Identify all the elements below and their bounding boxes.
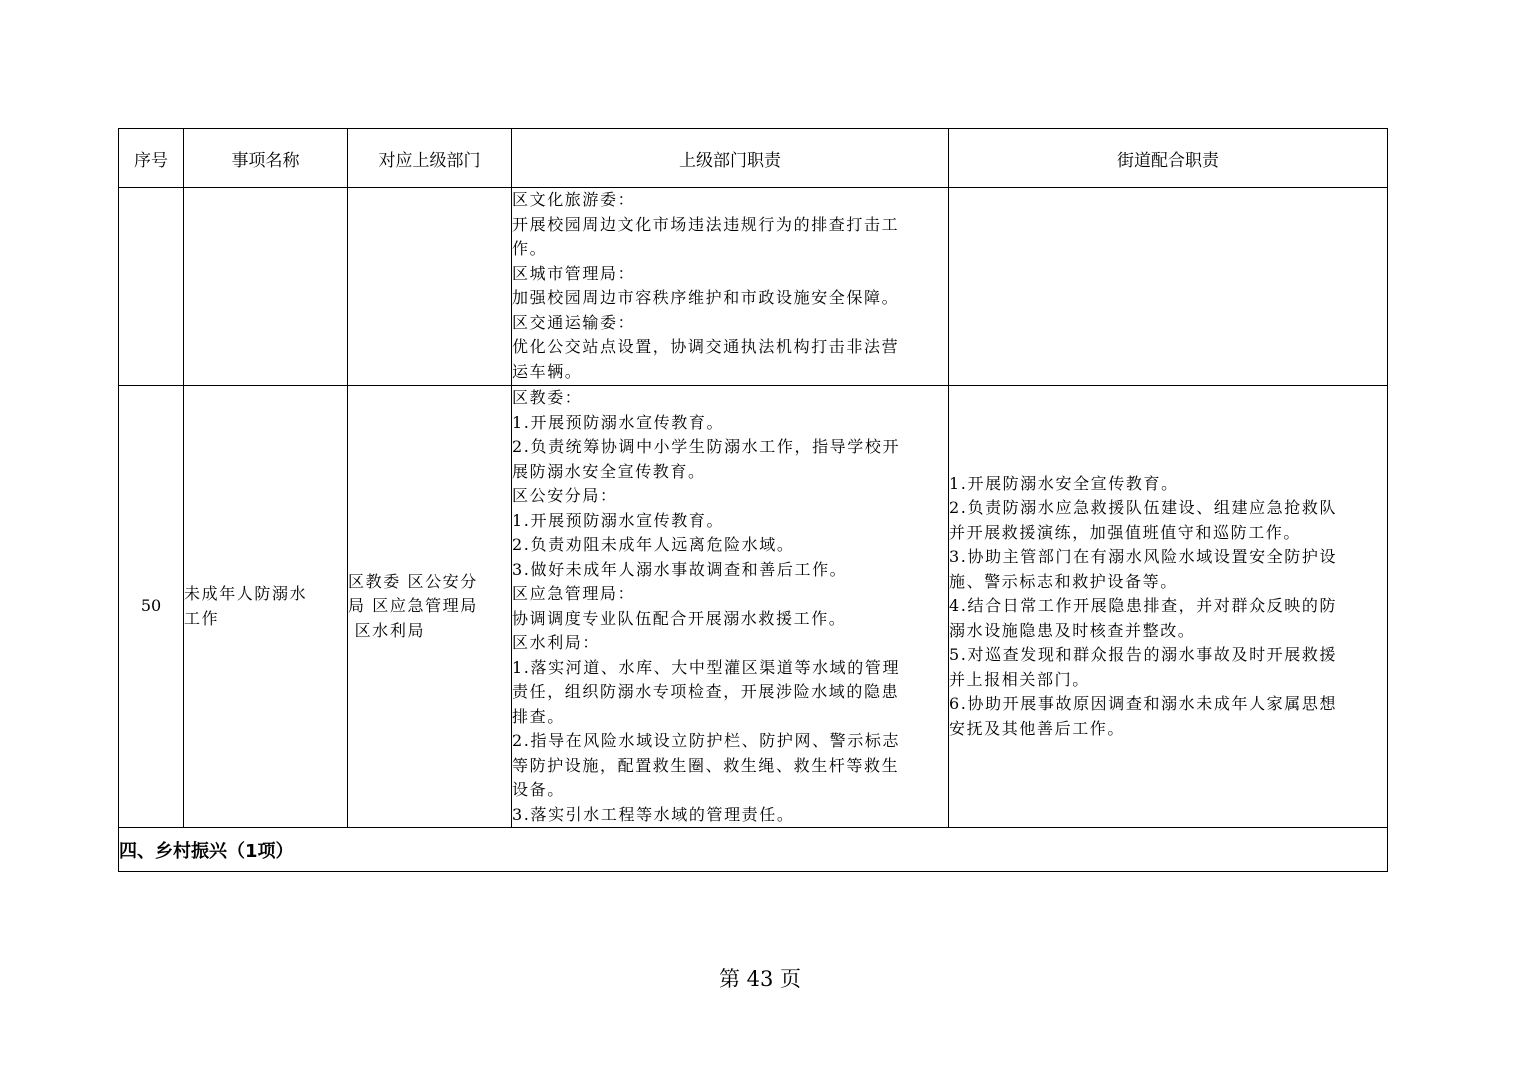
street-line: 施、警示标志和救护设备等。 — [949, 571, 1178, 591]
duty-line: 优化公交站点设置，协调交通执法机构打击非法营 — [512, 337, 900, 356]
street-line: 5.对巡查发现和群众报告的溺水事故及时开展救援 — [949, 645, 1338, 665]
duty-table — [118, 128, 1388, 872]
duty-line: 排查。 — [512, 706, 565, 726]
header-seq: 序号 — [119, 129, 184, 188]
cell-dept — [348, 188, 512, 386]
duty-line: 3.落实引水工程等水域的管理责任。 — [512, 804, 795, 824]
duty-line: 区教委： — [512, 388, 583, 407]
section-row — [119, 828, 1388, 872]
duty-line: 开展校园周边文化市场违法违规行为的排查打击工 — [512, 214, 900, 234]
table-row-50 — [119, 386, 1388, 828]
cell-street-duties — [949, 386, 1388, 828]
duty-line: 协调调度专业队伍配合开展溺水救援工作。 — [512, 608, 847, 628]
duty-line: 2.负责统筹协调中小学生防溺水工作，指导学校开 — [512, 437, 901, 456]
table-row-continuation — [119, 188, 1388, 386]
table-header-row — [119, 129, 1388, 188]
duty-line: 区城市管理局： — [512, 263, 636, 283]
street-line: 3.协助主管部门在有溺水风险水域设置安全防护设 — [949, 547, 1338, 567]
cell-seq: 50 — [119, 386, 184, 828]
header-upper-duties: 上级部门职责 — [512, 129, 949, 188]
duty-line: 1.开展预防溺水宣传教育。 — [512, 510, 725, 530]
street-line: 并开展救援演练，加强值班值守和巡防工作。 — [949, 522, 1302, 542]
item-name-line: 工作 — [184, 608, 220, 628]
cell-upper-duties — [512, 188, 949, 386]
street-line: 1.开展防溺水安全宣传教育。 — [949, 473, 1179, 493]
section-title: 四、乡村振兴（1项） — [119, 828, 1388, 872]
duty-line: 3.做好未成年人溺水事故调查和善后工作。 — [512, 559, 848, 579]
cell-seq — [119, 188, 184, 386]
duty-line: 等防护设施，配置救生圈、救生绳、救生杆等救生 — [512, 755, 900, 775]
street-line: 安抚及其他善后工作。 — [949, 718, 1126, 738]
cell-dept — [348, 386, 512, 828]
duty-line: 区水利局： — [512, 633, 601, 652]
page-number: 第 43 页 — [718, 967, 802, 991]
cell-item-name — [184, 386, 348, 828]
street-line: 并上报相关部门。 — [949, 669, 1090, 689]
duty-line: 加强校园周边市容秩序维护和市政设施安全保障。 — [512, 288, 900, 307]
cell-street-duties — [949, 188, 1388, 386]
duty-line: 责任，组织防溺水专项检查，开展涉险水域的隐患 — [512, 682, 900, 701]
street-line: 溺水设施隐患及时核查并整改。 — [949, 620, 1196, 640]
duty-line: 2.指导在风险水域设立防护栏、防护网、警示标志 — [512, 731, 901, 750]
duty-line: 区应急管理局： — [512, 584, 636, 603]
cell-item-name — [184, 188, 348, 386]
duty-line: 区公安分局： — [512, 486, 618, 505]
duty-line: 展防溺水安全宣传教育。 — [512, 461, 706, 481]
street-line: 6.协助开展事故原因调查和溺水未成年人家属思想 — [949, 694, 1338, 714]
duty-line: 运车辆。 — [512, 361, 583, 381]
street-line: 4.结合日常工作开展隐患排查，并对群众反映的防 — [949, 596, 1338, 616]
header-dept: 对应上级部门 — [348, 129, 512, 188]
duty-line: 1.落实河道、水库、大中型灌区渠道等水域的管理 — [512, 657, 901, 677]
header-street-duties: 街道配合职责 — [949, 129, 1388, 188]
header-item-name: 事项名称 — [184, 129, 348, 188]
dept-line: 局 区应急管理局 — [348, 596, 478, 616]
duty-line: 1.开展预防溺水宣传教育。 — [512, 412, 725, 432]
duty-line: 区文化旅游委： — [512, 190, 636, 209]
street-line: 2.负责防溺水应急救援队伍建设、组建应急抢救队 — [949, 498, 1338, 518]
dept-line: 区水利局 — [348, 620, 426, 640]
duty-line: 设备。 — [512, 780, 565, 799]
cell-upper-duties — [512, 386, 949, 828]
duty-line: 2.负责劝阻未成年人远离危险水域。 — [512, 535, 795, 554]
dept-line: 区教委 区公安分 — [348, 571, 478, 591]
duty-line: 作。 — [512, 239, 548, 258]
item-name-line: 未成年人防溺水 — [184, 584, 308, 603]
duty-line: 区交通运输委： — [512, 312, 636, 332]
